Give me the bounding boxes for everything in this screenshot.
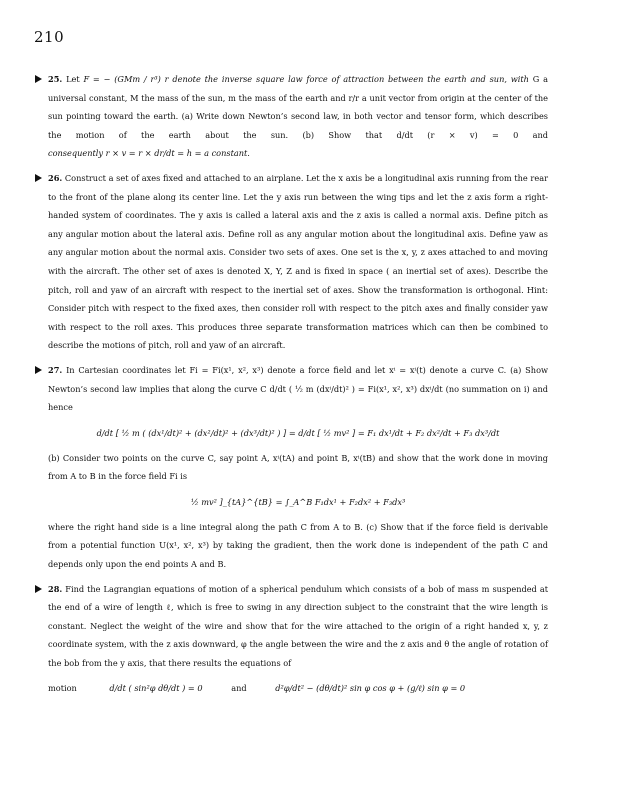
- problem-28: [48, 580, 548, 673]
- problem-27-part-b: [48, 449, 548, 486]
- triangle-marker-icon: [35, 585, 42, 593]
- problem-text: C. (a) Show Newton’s second law implies that along the curve C d/dt ( ½ m (dxⁱ/dt)² ) = Fi(x¹, x², x³) dxⁱ/dt: [48, 364, 549, 394]
- problem-text: Construct a set of axes fixed and attached to an airplane. Let the x axis be a longitudinal axis running from the rear to the front of the plane along its center line. Let the y axis run between the wing tips and let the z axis form a right-handed system of coordinates. The y axis is called a lateral axis and the z axis is called a normal axis. Define pitch as any angular motion about the lateral axis. Define roll as any angular motion about the longitudinal axis. Define yaw as any angular motion about the normal axis. Consider two sets of axes. One set is the x, y, z axes attached to and moving with the aircraft. The other set of axes is denoted X, Y, Z and is fixed in space ( an inertial set of axes). Describe the pitch, roll and yaw of an aircraft with respect to the inertial set of axes. Show the transformation is orthogonal. Hint: Consider pitch with respect to the fixed axes, then consider roll with respect to the pitch axes and finally consider yaw with respect to the roll axes. This produces three separate transformation matrices which can then be combined to describe the motions of pitch, roll and yaw of an aircraft.: [48, 172, 548, 351]
- equation: d/dt ( sin²φ dθ/dt ) = 0: [109, 682, 203, 693]
- problem-number: 28.: [48, 583, 63, 594]
- equation: d²φ/dt² − (dθ/dt)² sin φ cos φ + (g/ℓ) sin φ = 0: [275, 682, 466, 693]
- problem-text: done in moving from A to B in the force field Fi is: [48, 452, 548, 482]
- problem-text: (no summation on i) and hence: [48, 383, 549, 413]
- motion-label: motion: [48, 682, 77, 693]
- problem-text: and tensor form, which describes the motion of the earth about the sun. (b) Show that d/dt (r × v) = 0 and: [48, 111, 548, 140]
- problem-25: [48, 70, 548, 163]
- display-equation: ½ mv² ]_{tA}^{tB} = ∫_A^B F₁dx¹ + F₂dx² + F₃dx³: [190, 496, 406, 507]
- problem-number: 26.: [48, 172, 63, 183]
- equation: F = − (GMm / r³) r denote the inverse square law force of attraction between the earth and sun, with: [83, 74, 529, 84]
- triangle-marker-icon: [35, 75, 42, 83]
- problem-26: [48, 169, 548, 355]
- problem-text: at the center of the sun pointing toward the earth. (a) Write down Newton’s second law, in both vector: [48, 92, 548, 122]
- problem-number: 27.: [48, 364, 63, 375]
- problem-text: Find the Lagrangian equations of motion of a spherical pendulum which consists of a bob of mass m suspended at the end of a wire of length ℓ, which is free to swing in any direction subject to the constraint that the wire length is constant. Neglect the weight of the wire and show that for the wire attached to the origin of a right handed x, y, z coordinate system, with the z axis downward, φ the angle between the wire and the z axis and θ the angle of rotation of the bob from the y axis, that there results the equations of: [48, 583, 548, 669]
- problem-text: Let: [66, 74, 84, 84]
- display-equation: d/dt [ ½ m ( (dx¹/dt)² + (dx²/dt)² + (dx³/dt)² ) ] = d/dt [ ½ mv² ] = F₁ dx¹/dt + F₂ dx²/dt + F₃ dx³/dt: [96, 427, 500, 438]
- problem-text: (b) Consider two points on the curve C, say point A, xⁱ(tA) and point B, xⁱ(tB) and show that the work: [48, 452, 480, 463]
- problem-text: where the right hand side is a line integral along the path C from A to B. (c) Show that if the force field is derivable from a potential function U(x¹, x², x³) by taking the gradient, then the work done is independent of the path C and depends only upon the end points A and B.: [48, 521, 548, 570]
- page-body: [48, 70, 548, 697]
- problem-27-part-c: [48, 518, 548, 574]
- equation: consequently r × v = r × dr/dt = h = a constant.: [48, 148, 250, 159]
- problem-text: In Cartesian coordinates let Fi = Fi(x¹, x², x³) denote a force field and let xⁱ = xⁱ(t) denote a curve: [66, 364, 494, 375]
- problem-number: 25.: [48, 74, 63, 84]
- triangle-marker-icon: [35, 174, 42, 182]
- problem-27: [48, 361, 548, 417]
- page-number: 210: [34, 28, 65, 46]
- motion-equations: [48, 679, 548, 698]
- problem-text: G a universal constant, M the mass of the sun, m the mass of the earth and r/r a unit vector from origin: [48, 74, 548, 103]
- and-label: and: [231, 682, 247, 693]
- triangle-marker-icon: [35, 366, 42, 374]
